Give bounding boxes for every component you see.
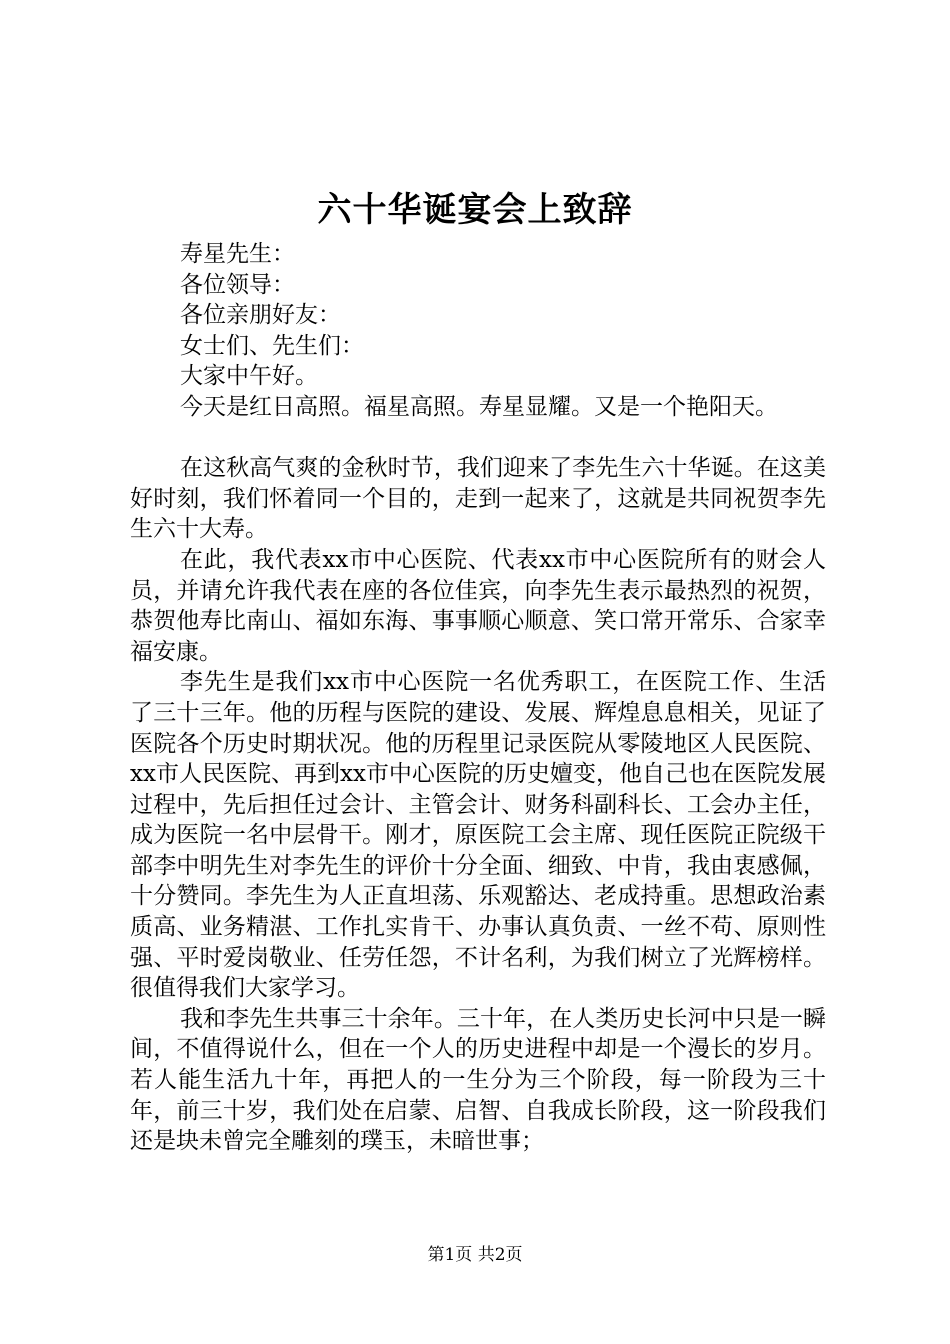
body-paragraph: 在这秋高气爽的金秋时节，我们迎来了李先生六十华诞。在这美好时刻，我们怀着同一个目的，走到一起来了，这就是共同祝贺李先生六十大寿。 [130,455,826,543]
body-paragraph: 李先生是我们xx市中心医院一名优秀职工，在医院工作、生活了三十三年。他的历程与医院的建设、发展、辉煌息息相关，见证了医院各个历史时期状况。他的历程里记录医院从零陵地区人民医院、xx市人民医院、再到xx市中心医院的历史嬗变，他自己也在医院发展过程中，先后担任过会计、主管会计、财务科副科长、工会办主任，成为医院一名中层骨干。刚才，原医院工会主席、现任医院正院级干部李中明先生对李先生的评价十分全面、细致、中肯，我由衷感佩，十分赞同。李先生为人正直坦荡、乐观豁达、老成持重。思想政治素质高、业务精湛、工作扎实肯干、办事认真负责、一丝不苟、原则性强、平时爱岗敬业、任劳任怨，不计名利，为我们树立了光辉榜样。很值得我们大家学习。 [130,669,826,1002]
salutation-line: 今天是红日高照。福星高照。寿星显耀。又是一个艳阳天。 [180,393,778,420]
document-title: 六十华诞宴会上致辞 [317,190,633,230]
salutation-line: 各位领导： [180,271,295,298]
salutation-line: 各位亲朋好友： [180,302,341,329]
body-paragraph: 在此，我代表xx市中心医院、代表xx市中心医院所有的财会人员，并请允许我代表在座的各位佳宾，向李先生表示最热烈的祝贺，恭贺他寿比南山、福如东海、事事顺心顺意、笑口常开常乐、合家幸福安康。 [130,546,826,665]
page-footer: 第1页 共2页 [427,1245,523,1265]
document-body [130,239,826,1157]
paragraph-spacer [130,423,826,454]
salutation-line: 大家中午好。 [180,363,318,390]
salutation-line: 女士们、先生们： [180,332,364,359]
body-paragraph: 我和李先生共事三十余年。三十年，在人类历史长河中只是一瞬间，不值得说什么，但在一个人的历史进程中却是一个漫长的岁月。若人能生活九十年，再把人的一生分为三个阶段，每一阶段为三十年，前三十岁，我们处在启蒙、启智、自我成长阶段，这一阶段我们还是块未曾完全雕刻的璞玉，未暗世事； [130,1005,826,1155]
salutation-line: 寿星先生： [180,241,295,267]
